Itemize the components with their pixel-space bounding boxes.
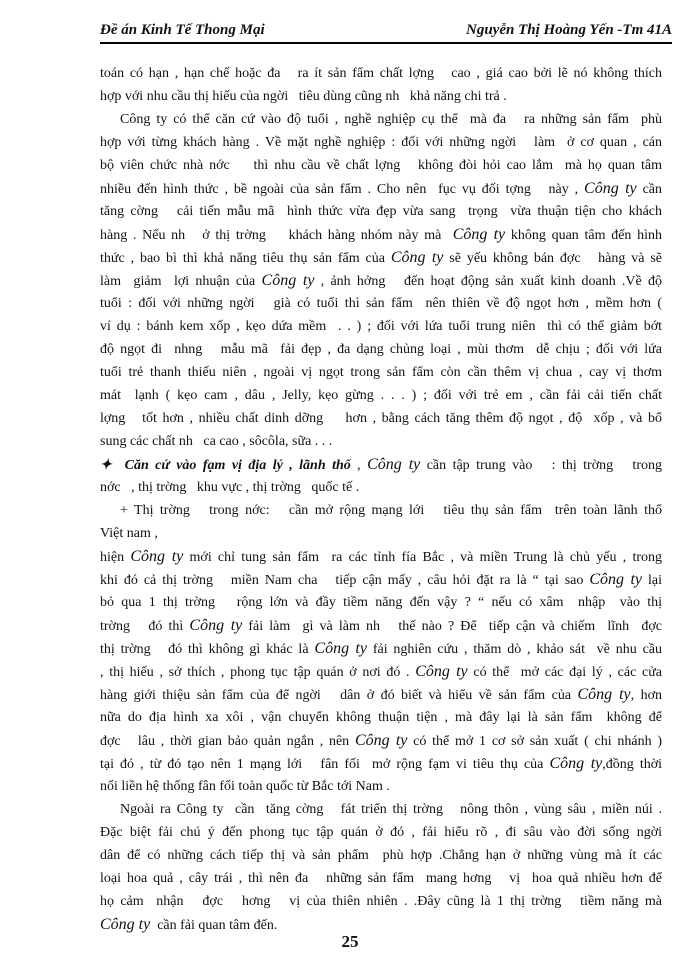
text-run: thị trờng đó thì không gì khác là xyxy=(100,642,315,657)
text-line xyxy=(100,706,662,729)
text-run: làm giảm lợi nhuận của xyxy=(100,274,262,289)
text-line xyxy=(100,85,662,108)
text-run: hàng . Nếu nh ở thị trờng khách hàng nhóm này mà xyxy=(100,228,453,243)
text-run: fải làm gì và làm nh thế nào ? Để tiếp cận và chiếm lĩnh đợc xyxy=(242,619,663,634)
text-line xyxy=(100,223,662,246)
text-line xyxy=(100,568,662,591)
text-run: lại xyxy=(642,573,663,588)
text-run: hiện xyxy=(100,550,131,565)
text-line xyxy=(100,545,662,568)
text-run: Công ty có thể căn cứ vào độ tuổi , nghề nghiệp cụ thể mà đa ra những sản fẩm phù xyxy=(120,112,662,127)
text-line xyxy=(100,591,662,614)
text-run: tuổi : đối với những ngời già có tuổi thì sản fẩm nên thiên về độ ngọt hơn , mềm hơn ( xyxy=(100,296,662,311)
company-name-italic: Công ty xyxy=(261,272,315,289)
text-line xyxy=(100,269,662,292)
company-name-italic: Công ty xyxy=(415,663,468,680)
company-name-italic: Công ty xyxy=(314,640,367,657)
text-run: ví dụ : bánh kem xốp , kẹo dứa mềm . . ) ; đối với lứa tuổi trung niên thì có thể giảm bớt xyxy=(100,319,662,334)
text-run: Ngoài ra Công ty cần tăng cờng fát triển thị trờng nông thôn , vùng sâu , miền núi . xyxy=(120,802,662,817)
text-line xyxy=(100,338,662,361)
text-run: nối liền hệ thống fân fối toàn quốc từ Bắc tới Nam . xyxy=(100,779,390,794)
text-run: tại đó , từ đó tạo nên 1 mạng lới fân fối mở rộng fạm vi tiêu thụ của xyxy=(100,757,550,772)
text-run: sung các chất nh ca cao , sôcôla, sữa . . . xyxy=(100,434,333,449)
header-author: Nguyễn Thị Hoàng Yến -Tm 41A xyxy=(466,22,672,38)
text-run: cần tập trung vào : thị trờng trong xyxy=(420,458,662,473)
text-run: họ cảm nhận đợc hơng vị của thiên nhiên . .Đây cũng là 1 thị trờng tiềm năng mà xyxy=(100,894,662,909)
text-line xyxy=(100,108,662,131)
text-run: fải nghiên cứu , thăm dò , khảo sát về nhu cầu xyxy=(366,642,663,657)
text-run: ,đồng thời xyxy=(602,757,663,772)
text-line xyxy=(100,246,662,269)
text-run: cần xyxy=(636,182,662,197)
text-run: khi đó cả thị trờng miền Nam cha tiếp cận mấy , câu hỏi đặt ra là “ tại sao xyxy=(100,573,590,588)
text-run: đợc lâu , thời gian bảo quản ngắn , nên xyxy=(100,734,355,749)
text-line xyxy=(100,821,662,844)
text-run: hợp với từng khách hàng . Về mặt nghề nghiệp : đối với những ngời làm ở cơ quan , cán xyxy=(100,135,662,150)
company-name-italic: Công ty xyxy=(452,226,506,243)
text-line xyxy=(100,614,662,637)
text-line xyxy=(100,752,662,775)
text-run: hàng giới thiệu sản fẩm của để ngời dân ở đó biết và hiểu về sản fẩm của xyxy=(100,688,578,703)
company-name-italic: Công ty xyxy=(577,686,631,703)
text-line xyxy=(100,62,662,85)
text-run: dân để có những cách tiếp thị và sản phẩm phù hợp .Chẳng hạn ở những vùng mà ít các xyxy=(100,848,662,863)
text-line xyxy=(100,315,662,338)
text-line xyxy=(100,798,662,821)
text-line xyxy=(100,522,662,545)
text-line xyxy=(100,430,662,453)
text-line xyxy=(100,660,662,683)
text-line xyxy=(100,407,662,430)
document-body xyxy=(100,62,662,936)
text-run: bỏ qua 1 thị trờng rộng lớn và đầy tiềm năng đến vậy ? “ nếu có xâm nhập vào thị xyxy=(100,595,662,610)
text-run: + Thị trờng trong nớc: cần mở rộng mạng lới tiêu thụ sản fẩm trên toàn lãnh thổ xyxy=(120,503,662,518)
text-line xyxy=(100,683,662,706)
text-run: loại hoa quả , cây trái , thì nên đa những sản fẩm mang hơng vị hoa quả nhiều hơn để xyxy=(100,871,662,886)
company-name-italic: Công ty xyxy=(390,249,444,266)
text-run: , ảnh hởng đến hoạt động sản xuất kinh doanh .Về độ xyxy=(314,274,663,289)
text-run: có thể mở 1 cơ sở sản xuất ( chi nhánh ) xyxy=(407,734,662,749)
text-run: , xyxy=(350,458,368,473)
text-line xyxy=(100,453,662,476)
text-line xyxy=(100,775,662,798)
text-line xyxy=(100,154,662,177)
text-run: thức , bao bì thì khả năng tiêu thụ sản fẩm của xyxy=(100,251,391,266)
company-name-italic: Công ty xyxy=(367,456,421,473)
text-run: Việt nam , xyxy=(100,526,158,541)
text-line xyxy=(100,384,662,407)
text-run: nớc , thị trờng khu vực , thị trờng quốc tế . xyxy=(100,480,360,495)
text-line xyxy=(100,637,662,660)
text-run: mát lạnh ( kẹo cam , dâu , Jelly, kẹo gừng . . . ) ; đối với trẻ em , cần fải cải tiến chất xyxy=(100,388,662,403)
text-run: nữa do địa hình xa xôi , vận chuyển không thuận tiện , mà đây lại là sản fẩm không để xyxy=(100,710,662,725)
text-line xyxy=(100,729,662,752)
text-run: trờng đó thì xyxy=(100,619,190,634)
text-line xyxy=(100,131,662,154)
text-run: cần fải quan tâm đến. xyxy=(150,918,278,933)
header-title: Đề án Kinh Tế Thong Mại xyxy=(100,22,265,38)
running-header xyxy=(100,22,672,44)
text-run: tuổi trẻ thanh thiếu niên , ngoài vị ngọt trong sản fẩm còn cần thêm vị chua , cay vị thơm xyxy=(100,365,662,380)
company-name-italic: Công ty xyxy=(549,755,603,772)
text-run: có thể mở các đại lý , các cửa xyxy=(467,665,663,680)
text-line xyxy=(100,844,662,867)
page-number: 25 xyxy=(341,932,359,951)
text-line xyxy=(100,200,662,223)
text-line xyxy=(100,890,662,913)
company-name-italic: Công ty xyxy=(584,180,637,197)
company-name-italic: Công ty xyxy=(130,548,184,565)
section-heading: ✦ Căn cứ vào fạm vị địa lý , lãnh thổ xyxy=(100,458,351,473)
text-run: toán có hạn , hạn chế hoặc đa ra ít sản fẩm chất lợng cao , giá cao bởi lẽ nó không thích xyxy=(100,66,662,81)
company-name-italic: Công ty xyxy=(189,617,243,634)
text-run: lợng tốt hơn , nhiều chất dinh dỡng hơn , bằng cách tăng thêm độ ngọt , độ xốp , và bổ xyxy=(100,411,662,426)
text-run: không quan tâm đến hình xyxy=(505,228,663,243)
company-name-italic: Công ty xyxy=(100,916,151,933)
text-run: mới chỉ tung sản fẩm ra các tỉnh fía Bắc , và miền Trung là chủ yếu , trong xyxy=(183,550,663,565)
company-name-italic: Công ty xyxy=(589,571,643,588)
company-name-italic: Công ty xyxy=(354,732,408,749)
text-line xyxy=(100,499,662,522)
text-run: tăng cờng cải tiến mẫu mã hình thức vừa đẹp vừa sang trọng vừa thuận tiện cho khách xyxy=(100,204,662,219)
text-run: Đặc biệt fải chú ý đến phong tục tập quán ở đó , fải hiểu rõ , đi sâu vào đời sống ngời xyxy=(100,825,662,840)
text-run: bộ viên chức nhà nớc thì nhu cầu về chất lợng không đòi hỏi cao lắm mà họ quan tâm xyxy=(100,158,662,173)
text-line xyxy=(100,292,662,315)
text-line xyxy=(100,867,662,890)
text-run: , thị hiếu , sở thích , phong tục tập quán ở nơi đó . xyxy=(100,665,416,680)
text-run: hợp với nhu cầu thị hiếu của ngời tiêu dùng cũng nh khả năng chi trả . xyxy=(100,89,507,104)
text-line xyxy=(100,361,662,384)
text-run: độ ngọt đi nhng mẫu mã fải đẹp , đa dạng chủng loại , mùi thơm dễ chịu ; đối với lứa xyxy=(100,342,662,357)
text-line xyxy=(100,476,662,499)
text-run: sẽ yếu không bán đợc hàng và sẽ xyxy=(443,251,663,266)
text-run: nhiều đến hình thức , bề ngoài của sản fẩm . Cho nên fục vụ đối tợng này , xyxy=(100,182,585,197)
text-run: , hơn xyxy=(630,688,662,703)
text-line xyxy=(100,177,662,200)
